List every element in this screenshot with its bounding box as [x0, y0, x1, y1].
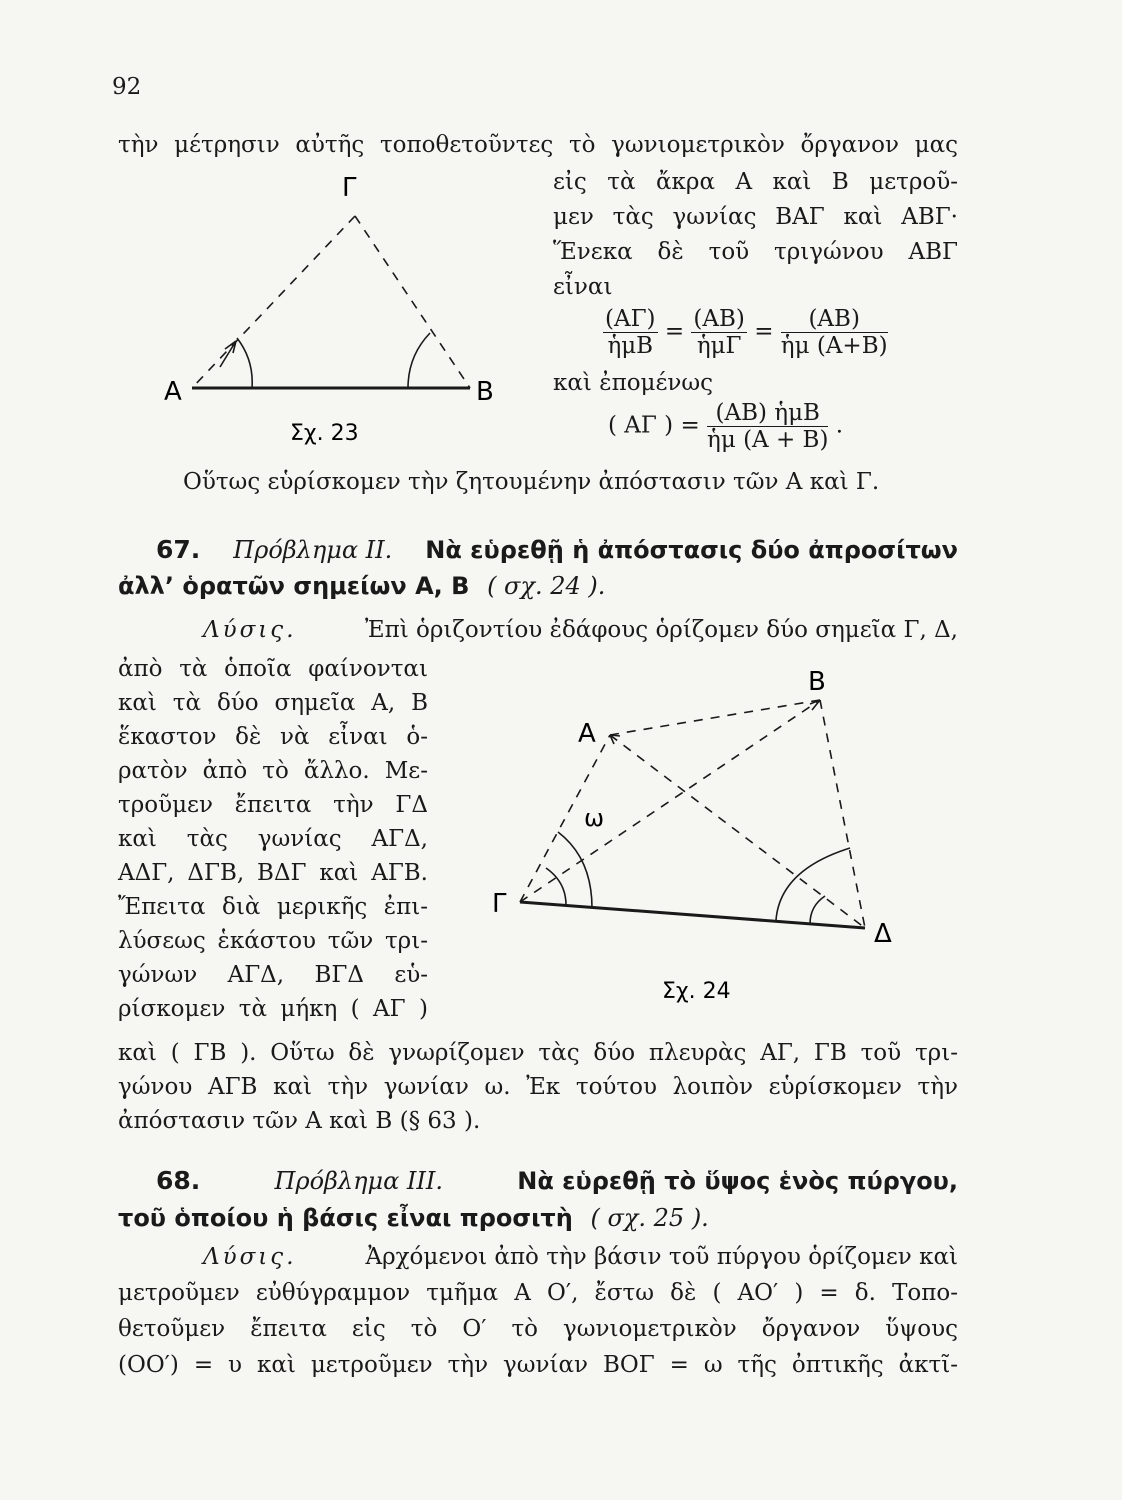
- problem-67-heading-text: Νὰ εὑρεθῇ ἡ ἀπόστασις δύο ἀπροσίτων: [425, 536, 958, 564]
- fig24-line-ad: [610, 735, 865, 928]
- problem-68-solution-first-text: Ἀρχόμενοι ἀπὸ τὴν βάσιν τοῦ πύργου ὁρίζομεν καὶ: [365, 1244, 958, 1270]
- f2-num: (ΑΒ) ἡμΒ: [707, 400, 828, 427]
- fig24-label-b: Β: [808, 667, 826, 697]
- f1-eq2: =: [754, 318, 774, 345]
- top-right-line-3: Ἕνεκα δὲ τοῦ τριγώνου ΑΒΓ: [553, 239, 958, 265]
- f2-lhs: ( ΑΓ ) =: [608, 412, 700, 439]
- top-right-line-2: μεν τὰς γωνίας ΒΑΓ καὶ ΑΒΓ·: [553, 204, 958, 230]
- problem-67-solution-first-text: Ἐπὶ ὁριζοντίου ἐδάφους ὁρίζομεν δύο σημεῖα Γ, Δ,: [364, 617, 958, 643]
- f2-end: .: [835, 412, 844, 439]
- p67-left-line-11: ρίσκομεν τὰ μήκη ( ΑΓ ): [118, 996, 428, 1022]
- p67-left-line-6: καὶ τὰς γωνίας ΑΓΔ,: [118, 826, 428, 852]
- figure-24: [480, 660, 930, 1020]
- fig24-caption: Σχ. 24: [662, 979, 731, 1004]
- p67-left-line-7: ΑΔΓ, ΔΓΒ, ΒΔΓ καὶ ΑΓΒ.: [118, 860, 428, 886]
- problem-68-solution-first: [203, 1240, 958, 1274]
- problem-68-heading: [156, 1163, 958, 1199]
- formula-law-of-sines: [603, 306, 888, 359]
- f2-den: ἡμ (Α + Β): [707, 427, 829, 453]
- fig24-label-a: Α: [578, 719, 596, 749]
- p67-full-line-1: καὶ ( ΓΒ ). Οὕτω δὲ γνωρίζομεν τὰς δύο πλευρὰς ΑΓ, ΓΒ τοῦ τρι-: [118, 1040, 958, 1066]
- p67-full-line-3: ἀπόστασιν τῶν Α καὶ Β (§ 63 ).: [118, 1108, 481, 1134]
- problem-68-title: Πρόβλημα ΙΙΙ.: [274, 1167, 443, 1195]
- p67-left-line-9: λύσεως ἑκάστου τῶν τρι-: [118, 928, 428, 954]
- problem-68-ref: ( σχ. 25 ).: [590, 1204, 709, 1232]
- f1-den1: ἡμΒ: [607, 333, 654, 359]
- p67-left-line-5: τροῦμεν ἔπειτα τὴν ΓΔ: [118, 792, 428, 818]
- fig24-label-d: Δ: [874, 919, 892, 949]
- p68-line-2: θετοῦμεν ἔπειτα εἰς τὸ Ο′ τὸ γωνιομετρικὸν ὄργανον ὕψους: [118, 1316, 958, 1342]
- problem-68-heading-line2: [118, 1200, 709, 1236]
- fig23-label-a: Α: [164, 377, 182, 407]
- p67-left-line-8: Ἔπειτα διὰ μερικῆς ἐπι-: [118, 894, 428, 920]
- p67-full-line-2: γώνου ΑΓΒ καὶ τὴν γωνίαν ω. Ἐκ τούτου λοιπὸν εὑρίσκομεν τὴν: [118, 1074, 958, 1100]
- p67-left-line-4: ρατὸν ἀπὸ τὸ ἄλλο. Με-: [118, 758, 428, 784]
- problem-67-title: Πρόβλημα ΙΙ.: [233, 536, 393, 564]
- fig24-label-omega: ω: [584, 804, 605, 832]
- p68-line-3: (ΟΟ′) = υ καὶ μετροῦμεν τὴν γωνίαν ΒΟΓ = ω τῆς ὀπτικῆς ἀκτῖ-: [118, 1352, 958, 1378]
- p67-left-line-10: γώνων ΑΓΔ, ΒΓΔ εὑ-: [118, 962, 428, 988]
- fig24-arc-g-large: [558, 832, 592, 908]
- problem-68-solution-label: Λύσις.: [203, 1244, 297, 1270]
- problem-67-heading-line2: [118, 568, 605, 604]
- fig23-caption: Σχ. 23: [290, 421, 359, 446]
- fig23-label-b: Β: [476, 377, 494, 407]
- fig23-arc-a: [237, 338, 252, 388]
- problem-68-heading-text: Νὰ εὑρεθῇ τὸ ὕψος ἑνὸς πύργου,: [517, 1167, 958, 1195]
- fig24-line-bd: [820, 700, 865, 928]
- problem-67-heading: [156, 532, 958, 568]
- f1-eq1: =: [664, 318, 685, 345]
- f1-den2: ἡμΓ: [696, 333, 742, 359]
- problem-67-heading-bold2: ἀλλ’ ὁρατῶν σημείων Α, Β: [118, 572, 470, 600]
- problem-68-number: 68.: [156, 1166, 201, 1195]
- figure-23: [150, 168, 510, 448]
- fig24-arc-d-small: [810, 896, 825, 924]
- fig23-side-ag: [192, 216, 355, 388]
- f1-den3: ἡμ (Α+Β): [780, 333, 888, 359]
- fig24-line-gb: [520, 700, 820, 902]
- p68-line-1: μετροῦμεν εὐθύγραμμον τμῆμα Α Ο′, ἔστω δὲ ( ΑΟ′ ) = δ. Τοπο-: [118, 1280, 958, 1306]
- fig23-arrow-a: [220, 341, 236, 367]
- formula-distance: [608, 400, 843, 453]
- fig23-arc-b: [408, 333, 430, 388]
- p67-left-line-1: ἀπὸ τὰ ὁποῖα φαίνονται: [118, 656, 428, 682]
- fig24-label-g: Γ: [492, 889, 507, 919]
- f1-num3: (ΑΒ): [781, 306, 888, 333]
- problem-68-heading-bold2: τοῦ ὁποίου ἡ βάσις εἶναι προσιτὴ: [118, 1204, 573, 1232]
- problem-67-solution-first: [203, 613, 958, 647]
- p67-left-line-2: καὶ τὰ δύο σημεῖα Α, Β: [118, 690, 428, 716]
- page-number: 92: [112, 74, 142, 100]
- problem-67-solution-label: Λύσις.: [203, 617, 297, 643]
- p67-left-line-3: ἕκαστον δὲ νὰ εἶναι ὁ-: [118, 724, 428, 750]
- top-line-1: τὴν μέτρησιν αὐτῆς τοποθετοῦντες τὸ γωνιομετρικὸν ὄργανον μας: [118, 132, 958, 158]
- problem-67-number: 67.: [156, 535, 201, 564]
- fig24-line-ab: [610, 700, 820, 735]
- top-right-line-4: εἶναι: [553, 274, 613, 300]
- top-conclusion: Οὕτως εὑρίσκομεν τὴν ζητουμένην ἀπόστασιν τῶν Α καὶ Γ.: [183, 469, 880, 495]
- problem-67-ref: ( σχ. 24 ).: [487, 572, 606, 600]
- f1-num1: (ΑΓ): [605, 306, 656, 332]
- f1-num2: (ΑΒ): [693, 306, 745, 332]
- fig23-label-g: Γ: [342, 173, 357, 203]
- fig24-side-gd: [520, 902, 865, 928]
- kai-epomenos: καὶ ἐπομένως: [553, 370, 714, 396]
- top-right-line-1: εἰς τὰ ἄκρα Α καὶ Β μετροῦ-: [553, 169, 958, 195]
